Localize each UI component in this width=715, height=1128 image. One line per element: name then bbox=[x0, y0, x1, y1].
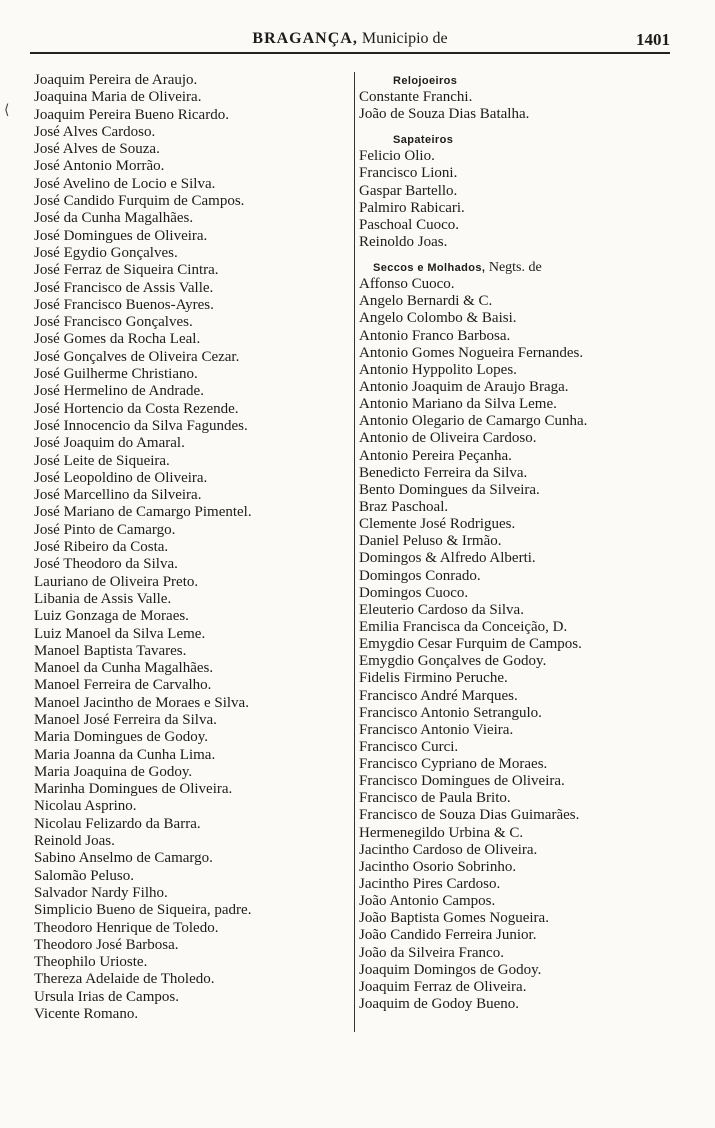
directory-entry: Vicente Romano. bbox=[34, 1006, 139, 1023]
directory-entry: Sabino Anselmo de Camargo. bbox=[34, 850, 213, 867]
directory-entry: Jacintho Pires Cardoso. bbox=[359, 876, 501, 893]
directory-entry: José Egydio Gonçalves. bbox=[34, 244, 178, 261]
directory-entry: Antonio de Oliveira Cardoso. bbox=[359, 430, 537, 447]
directory-entry: Francisco Domingues de Oliveira. bbox=[359, 773, 565, 790]
directory-entry: Emilia Francisca da Conceição, D. bbox=[359, 618, 568, 635]
directory-entry: Paschoal Cuoco. bbox=[359, 216, 459, 233]
directory-entry: Emygdio Cesar Furquim de Campos. bbox=[359, 636, 582, 653]
directory-entry: Theodoro José Barbosa. bbox=[34, 936, 179, 953]
directory-entry: Manoel Baptista Tavares. bbox=[34, 642, 187, 659]
directory-entry: José Leopoldino de Oliveira. bbox=[34, 469, 208, 486]
directory-entry: Constante Franchi. bbox=[359, 89, 473, 105]
directory-entry: José Marcellino da Silveira. bbox=[34, 487, 202, 504]
section-heading-sapateiros: Sapateiros bbox=[393, 134, 454, 147]
directory-entry: Palmiro Rabicari. bbox=[359, 199, 465, 216]
directory-entry: Nicolau Felizardo da Barra. bbox=[34, 815, 201, 832]
directory-entry: João Candido Ferreira Junior. bbox=[359, 927, 537, 944]
directory-entry: Felicio Olio. bbox=[359, 148, 435, 165]
directory-entry: Eleuterio Cardoso da Silva. bbox=[359, 601, 524, 618]
directory-entry: Theophilo Urioste. bbox=[34, 954, 148, 971]
running-title bbox=[30, 30, 670, 48]
directory-entry: Ursula Irias de Campos. bbox=[34, 988, 179, 1005]
directory-entry: Maria Domingues de Godoy. bbox=[34, 729, 208, 746]
directory-entry: Antonio Hyppolito Lopes. bbox=[359, 361, 517, 378]
directory-entry: Jacintho Cardoso de Oliveira. bbox=[359, 841, 538, 858]
directory-entry: Joaquina Maria de Oliveira. bbox=[34, 89, 202, 106]
directory-entry: Salvador Nardy Filho. bbox=[34, 884, 168, 901]
left-column bbox=[34, 72, 346, 1023]
directory-entry: Fidelis Firmino Peruche. bbox=[359, 670, 508, 687]
directory-entry: Lauriano de Oliveira Preto. bbox=[34, 573, 199, 590]
directory-entry: José da Cunha Magalhães. bbox=[34, 210, 194, 227]
directory-entry: José Francisco de Assis Valle. bbox=[34, 279, 214, 296]
directory-entry: Maria Joaquina de Godoy. bbox=[34, 763, 193, 780]
right-column bbox=[354, 72, 675, 1032]
directory-entry: Antonio Pereira Peçanha. bbox=[359, 447, 512, 464]
directory-entry: José Alves Cardoso. bbox=[34, 123, 156, 140]
directory-entry: José Antonio Morrão. bbox=[34, 158, 165, 175]
directory-entry: Braz Paschoal. bbox=[359, 498, 449, 515]
directory-entry: Maria Joanna da Cunha Lima. bbox=[34, 746, 216, 763]
directory-entry: José Ferraz de Siqueira Cintra. bbox=[34, 262, 219, 279]
section-heading-relojoeiros: Relojoeiros bbox=[393, 75, 458, 87]
municipality-label: Municipio de bbox=[361, 30, 448, 47]
directory-entry: José Avelino de Locio e Silva. bbox=[34, 175, 216, 192]
directory-entry: Francisco André Marques. bbox=[359, 687, 518, 704]
directory-entry: Luiz Gonzaga de Moraes. bbox=[34, 608, 189, 625]
directory-entry: José Guilherme Christiano. bbox=[34, 366, 198, 383]
directory-entry: Salomão Peluso. bbox=[34, 867, 134, 884]
directory-entry: José Gomes da Rocha Leal. bbox=[34, 331, 201, 348]
directory-entry: Antonio Mariano da Silva Leme. bbox=[359, 396, 557, 413]
directory-entry: José Domingues de Oliveira. bbox=[34, 227, 208, 244]
section-spacer bbox=[359, 123, 675, 131]
city-name: BRAGANÇA, bbox=[252, 30, 358, 47]
directory-entry: José Ribeiro da Costa. bbox=[34, 539, 169, 556]
directory-entry: Antonio Franco Barbosa. bbox=[359, 327, 511, 344]
directory-entry: José Pinto de Camargo. bbox=[34, 521, 176, 538]
directory-entry: José Innocencio da Silva Fagundes. bbox=[34, 417, 248, 434]
directory-entry: Libania de Assis Valle. bbox=[34, 590, 172, 607]
directory-entry: José Gonçalves de Oliveira Cezar. bbox=[34, 348, 240, 365]
directory-entry: Affonso Cuoco. bbox=[359, 276, 455, 293]
directory-entry: Nicolau Asprino. bbox=[34, 798, 137, 815]
directory-entry: José Hortencio da Costa Rezende. bbox=[34, 400, 239, 417]
directory-entry: Manoel José Ferreira da Silva. bbox=[34, 711, 217, 728]
page-number: 1401 bbox=[636, 30, 670, 49]
directory-entry: João Antonio Campos. bbox=[359, 893, 496, 910]
directory-entry: Hermenegildo Urbina & C. bbox=[359, 824, 524, 841]
directory-entry: José Alves de Souza. bbox=[34, 141, 160, 158]
directory-entry: Antonio Joaquim de Araujo Braga. bbox=[359, 378, 569, 395]
directory-entry: Daniel Peluso & Irmão. bbox=[359, 533, 502, 550]
directory-entry: Marinha Domingues de Oliveira. bbox=[34, 781, 233, 798]
section-spacer bbox=[359, 251, 675, 259]
relojoeiros-list bbox=[359, 89, 675, 123]
directory-entry: Reinold Joas. bbox=[34, 833, 115, 850]
header-rule bbox=[30, 52, 670, 54]
directory-entry: José Francisco Gonçalves. bbox=[34, 314, 193, 331]
directory-entry: João da Silveira Franco. bbox=[359, 944, 504, 961]
directory-entry: José Joaquim do Amaral. bbox=[34, 435, 185, 452]
directory-entry: Francisco Lioni. bbox=[359, 165, 458, 182]
directory-entry: João de Souza Dias Batalha. bbox=[359, 106, 530, 123]
page-header bbox=[30, 30, 670, 52]
directory-entry: Reinoldo Joas. bbox=[359, 233, 448, 250]
directory-entry: Domingos Cuoco. bbox=[359, 584, 469, 601]
directory-entry: Clemente José Rodrigues. bbox=[359, 516, 516, 533]
seccos-heading-label: Seccos e Molhados, bbox=[373, 262, 486, 275]
directory-entry: Francisco Antonio Vieira. bbox=[359, 721, 514, 738]
directory-entry: Francisco de Paula Brito. bbox=[359, 790, 511, 807]
section-heading-seccos bbox=[359, 259, 675, 276]
directory-entry: Luiz Manoel da Silva Leme. bbox=[34, 625, 206, 642]
directory-entry: Angelo Bernardi & C. bbox=[359, 293, 493, 310]
seccos-heading-rest: Negts. de bbox=[488, 260, 542, 276]
directory-entry: Joaquim de Godoy Bueno. bbox=[359, 996, 519, 1013]
margin-mark: ⟨ bbox=[4, 102, 10, 118]
directory-entry: Angelo Colombo & Baisi. bbox=[359, 310, 517, 327]
directory-entry: Francisco Cypriano de Moraes. bbox=[359, 756, 548, 773]
directory-entry: Emygdio Gonçalves de Godoy. bbox=[359, 653, 547, 670]
directory-entry: Joaquim Domingos de Godoy. bbox=[359, 961, 542, 978]
directory-entry: Manoel da Cunha Magalhães. bbox=[34, 660, 214, 677]
directory-entry: Joaquim Ferraz de Oliveira. bbox=[359, 978, 527, 995]
directory-entry: Thereza Adelaide de Tholedo. bbox=[34, 971, 215, 988]
directory-entry: José Hermelino de Andrade. bbox=[34, 383, 204, 400]
sapateiros-list bbox=[359, 148, 675, 251]
directory-entry: Theodoro Henrique de Toledo. bbox=[34, 919, 219, 936]
directory-entry: Joaquim Pereira de Araujo. bbox=[34, 72, 198, 88]
directory-entry: Joaquim Pereira Bueno Ricardo. bbox=[34, 106, 229, 123]
directory-entry: José Candido Furquim de Campos. bbox=[34, 193, 245, 210]
directory-entry: Antonio Gomes Nogueira Fernandes. bbox=[359, 344, 584, 361]
directory-entry: Jacintho Osorio Sobrinho. bbox=[359, 858, 517, 875]
directory-entry: José Mariano de Camargo Pimentel. bbox=[34, 504, 252, 521]
directory-entry: Domingos & Alfredo Alberti. bbox=[359, 550, 536, 567]
directory-entry: João Baptista Gomes Nogueira. bbox=[359, 910, 549, 927]
directory-entry: Gaspar Bartello. bbox=[359, 182, 458, 199]
directory-entry: Francisco Antonio Setrangulo. bbox=[359, 704, 542, 721]
directory-entry: Manoel Ferreira de Carvalho. bbox=[34, 677, 212, 694]
directory-entry: José Francisco Buenos-Ayres. bbox=[34, 296, 214, 313]
directory-entry: Francisco de Souza Dias Guimarães. bbox=[359, 807, 580, 824]
directory-entry: José Leite de Siqueira. bbox=[34, 452, 170, 469]
directory-entry: Domingos Conrado. bbox=[359, 567, 481, 584]
directory-entry: Antonio Olegario de Camargo Cunha. bbox=[359, 413, 588, 430]
directory-entry: José Theodoro da Silva. bbox=[34, 556, 178, 573]
directory-entry: Francisco Curci. bbox=[359, 738, 459, 755]
directory-entry: Benedicto Ferreira da Silva. bbox=[359, 464, 528, 481]
directory-entry: Bento Domingues da Silveira. bbox=[359, 481, 540, 498]
directory-entry: Manoel Jacintho de Moraes e Silva. bbox=[34, 694, 249, 711]
directory-entry: Simplicio Bueno de Siqueira, padre. bbox=[34, 902, 252, 919]
seccos-list bbox=[359, 276, 675, 1013]
